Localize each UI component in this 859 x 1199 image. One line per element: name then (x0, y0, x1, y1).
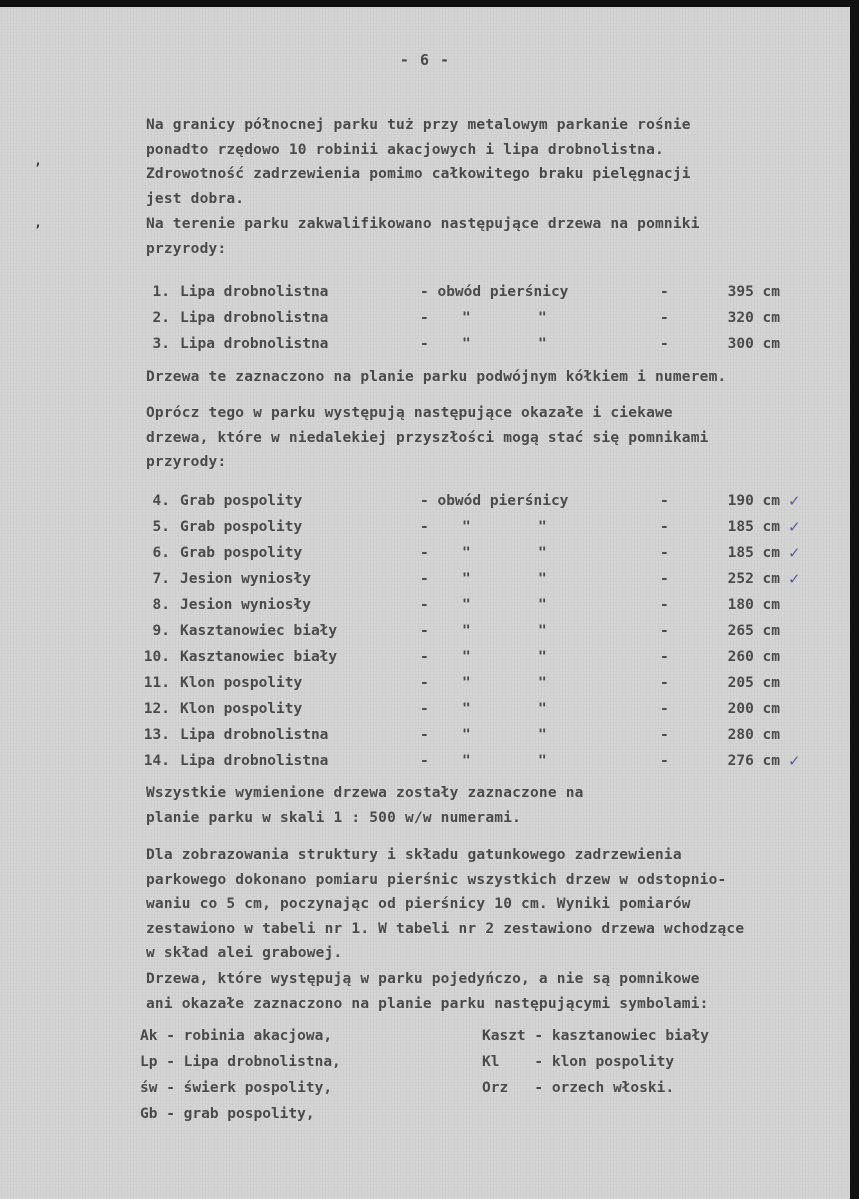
candidate-tree-row (140, 540, 830, 566)
paragraph-structure-measurement: Dla zobrazowania struktury i składu gatunkowego zadrzewienia parkowego dokonano pomiaru pierśnic wszystkich drzew w odstopnio- waniu co 5 cm, poczynając od pierśnicy 10 cm. Wyniki pomiarów zestawiono w tabeli nr 1. W tabeli nr 2 zestawiono drzewa wchodzące w skład alei grabowej. (146, 847, 745, 961)
ditto-mark: " (462, 336, 471, 352)
ditto-mark: " (538, 310, 547, 326)
measure-label: - obwód pierśnicy (420, 284, 569, 300)
handwritten-check-icon: ✓ (788, 570, 801, 588)
tree-species: Grab pospolity (180, 493, 303, 509)
dash-separator: - (660, 571, 669, 587)
ditto-mark: " (538, 675, 547, 691)
tree-species: Jesion wyniosły (180, 571, 311, 587)
dash-separator: - (660, 753, 669, 769)
monument-tree-row (140, 305, 830, 331)
tree-number: 12. (143, 701, 170, 717)
dash-separator: - (660, 623, 669, 639)
tree-number: 11. (143, 675, 170, 691)
legend-symbol-right: Kl - klon pospolity (482, 1054, 675, 1070)
tree-species: Kasztanowiec biały (180, 623, 338, 639)
tree-species: Kasztanowiec biały (180, 649, 338, 665)
candidate-tree-row (140, 748, 830, 774)
measure-label: - (420, 571, 429, 587)
tree-number: 4. (152, 493, 170, 509)
ditto-mark: " (538, 571, 547, 587)
legend-symbol-left: Gb - grab pospolity, (140, 1106, 315, 1122)
measure-label: - (420, 727, 429, 743)
circumference-value: 252 cm (727, 571, 780, 587)
tree-species: Lipa drobnolistna (180, 727, 329, 743)
dash-separator: - (660, 675, 669, 691)
tree-number: 8. (152, 597, 170, 613)
legend-symbol-right: Kaszt - kasztanowiec biały (482, 1028, 709, 1044)
measure-label: - (420, 753, 429, 769)
ditto-mark: " (462, 649, 471, 665)
tree-number: 2. (152, 310, 170, 326)
tree-number: 10. (143, 649, 170, 665)
handwritten-check-icon: ✓ (788, 544, 801, 562)
dash-separator: - (660, 701, 669, 717)
margin-mark: ʼ (34, 223, 42, 237)
candidate-tree-row (140, 592, 830, 618)
ditto-mark: " (538, 727, 547, 743)
tree-species: Lipa drobnolistna (180, 310, 329, 326)
candidate-tree-row (140, 618, 830, 644)
candidate-tree-row (140, 566, 830, 592)
ditto-mark: " (462, 597, 471, 613)
circumference-value: 180 cm (727, 597, 780, 613)
legend-row (140, 1101, 840, 1127)
legend-row (140, 1023, 840, 1049)
ditto-mark: " (538, 623, 547, 639)
tree-species: Klon pospolity (180, 675, 303, 691)
ditto-mark: " (462, 701, 471, 717)
ditto-mark: " (538, 545, 547, 561)
tree-species: Lipa drobnolistna (180, 753, 329, 769)
circumference-value: 260 cm (727, 649, 780, 665)
measure-label: - (420, 649, 429, 665)
circumference-value: 276 cm (727, 753, 780, 769)
candidate-tree-row (140, 722, 830, 748)
paragraph-monuments-intro: Na terenie parku zakwalifikowano następujące drzewa na pomniki przyrody: (146, 216, 700, 257)
circumference-value: 185 cm (727, 545, 780, 561)
legend-symbol-left: św - świerk pospolity, (140, 1080, 333, 1096)
candidate-tree-row (140, 644, 830, 670)
ditto-mark: " (538, 519, 547, 535)
dash-separator: - (660, 597, 669, 613)
circumference-value: 205 cm (727, 675, 780, 691)
ditto-mark: " (462, 753, 471, 769)
ditto-mark: " (538, 649, 547, 665)
ditto-mark: " (462, 571, 471, 587)
tree-number: 14. (143, 753, 170, 769)
handwritten-check-icon: ✓ (788, 492, 801, 510)
tree-number: 1. (152, 284, 170, 300)
tree-species: Grab pospolity (180, 519, 303, 535)
tree-number: 3. (152, 336, 170, 352)
circumference-value: 395 cm (727, 284, 780, 300)
tree-number: 7. (152, 571, 170, 587)
dash-separator: - (660, 493, 669, 509)
dash-separator: - (660, 649, 669, 665)
ditto-mark: " (462, 675, 471, 691)
circumference-value: 280 cm (727, 727, 780, 743)
paragraph-symbols-intro: Drzewa, które występują w parku pojedyńczo, a nie są pomnikowe ani okazałe zaznaczono na planie parku następującymi symbolami: (146, 971, 709, 1012)
tree-species: Lipa drobnolistna (180, 284, 329, 300)
candidate-tree-row (140, 488, 830, 514)
measure-label: - (420, 597, 429, 613)
handwritten-check-icon: ✓ (788, 752, 801, 770)
ditto-mark: " (462, 310, 471, 326)
paragraph-all-marked: Wszystkie wymienione drzewa zostały zaznaczone na planie parku w skali 1 : 500 w/w numerami. (146, 785, 584, 826)
candidate-tree-row (140, 514, 830, 540)
ditto-mark: " (462, 545, 471, 561)
ditto-mark: " (462, 623, 471, 639)
ditto-mark: " (462, 727, 471, 743)
tree-species: Klon pospolity (180, 701, 303, 717)
ditto-mark: " (462, 519, 471, 535)
dash-separator: - (660, 545, 669, 561)
tree-number: 6. (152, 545, 170, 561)
dash-separator: - (660, 310, 669, 326)
circumference-value: 265 cm (727, 623, 780, 639)
monument-tree-row (140, 331, 830, 357)
ditto-mark: " (538, 701, 547, 717)
paragraph-north-boundary: Na granicy północnej parku tuż przy metalowym parkanie rośnie ponadto rzędowo 10 robinii akacjowych i lipa drobnolistna. Zdrowotność zadrzewienia pomimo całkowitego braku pielęgnacji jest dobra. (146, 117, 691, 207)
ditto-mark: " (538, 597, 547, 613)
candidate-tree-row (140, 670, 830, 696)
paragraph-marked-on-plan: Drzewa te zaznaczono na planie parku podwójnym kółkiem i numerem. (146, 369, 727, 385)
circumference-value: 190 cm (727, 493, 780, 509)
dash-separator: - (660, 727, 669, 743)
tree-number: 13. (143, 727, 170, 743)
monument-tree-row (140, 279, 830, 305)
margin-mark: ʼ (34, 161, 42, 175)
measure-label: - obwód pierśnicy (420, 493, 569, 509)
measure-label: - (420, 519, 429, 535)
ditto-mark: " (538, 336, 547, 352)
tree-number: 9. (152, 623, 170, 639)
tree-number: 5. (152, 519, 170, 535)
handwritten-check-icon: ✓ (788, 518, 801, 536)
circumference-value: 300 cm (727, 336, 780, 352)
legend-symbol-left: Lp - Lipa drobnolistna, (140, 1054, 341, 1070)
dash-separator: - (660, 336, 669, 352)
circumference-value: 185 cm (727, 519, 780, 535)
measure-label: - (420, 675, 429, 691)
dash-separator: - (660, 519, 669, 535)
tree-species: Grab pospolity (180, 545, 303, 561)
measure-label: - (420, 545, 429, 561)
legend-symbol-right: Orz - orzech włoski. (482, 1080, 675, 1096)
legend-row (140, 1075, 840, 1101)
dash-separator: - (660, 284, 669, 300)
legend-symbol-left: Ak - robinia akacjowa, (140, 1028, 333, 1044)
tree-species: Lipa drobnolistna (180, 336, 329, 352)
candidate-tree-row (140, 696, 830, 722)
circumference-value: 320 cm (727, 310, 780, 326)
paragraph-candidates-intro: Oprócz tego w parku występują następujące okazałe i ciekawe drzewa, które w niedalekiej przyszłości mogą stać się pomnikami przyrody: (146, 405, 709, 470)
measure-label: - (420, 701, 429, 717)
measure-label: - (420, 336, 429, 352)
page-number: - 6 - (399, 51, 451, 69)
legend-row (140, 1049, 840, 1075)
ditto-mark: " (538, 753, 547, 769)
measure-label: - (420, 310, 429, 326)
measure-label: - (420, 623, 429, 639)
tree-species: Jesion wyniosły (180, 597, 311, 613)
circumference-value: 200 cm (727, 701, 780, 717)
